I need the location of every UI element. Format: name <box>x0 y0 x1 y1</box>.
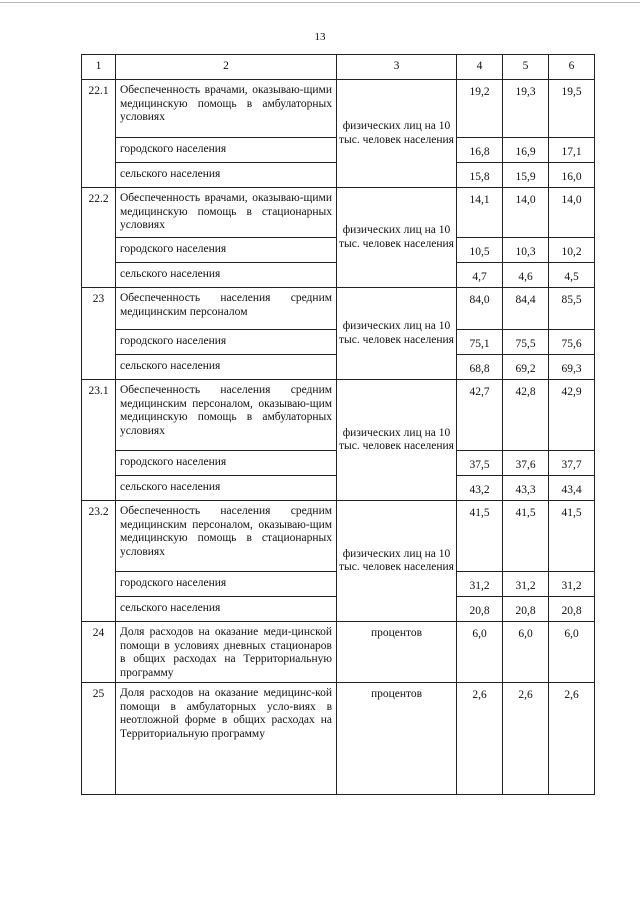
value-6: 69,3 <box>549 355 595 380</box>
indicator-name: Обеспеченность населения средним медицинским персоналом <box>116 288 337 330</box>
table-body <box>82 55 595 795</box>
value-4: 75,1 <box>457 330 503 355</box>
value-6: 14,0 <box>549 188 595 238</box>
unit-cell: физических лиц на 10 тыс. человек населения <box>337 380 457 501</box>
unit-cell: физических лиц на 10 тыс. человек населения <box>337 288 457 380</box>
table-row <box>82 501 595 572</box>
value-6: 17,1 <box>549 138 595 163</box>
value-4: 84,0 <box>457 288 503 330</box>
row-number: 23.1 <box>82 380 116 501</box>
value-5: 31,2 <box>503 572 549 597</box>
value-6: 6,0 <box>549 622 595 683</box>
value-4: 68,8 <box>457 355 503 380</box>
indicator-name: городского населения <box>116 238 337 263</box>
row-number: 23 <box>82 288 116 380</box>
value-5: 16,9 <box>503 138 549 163</box>
value-6: 41,5 <box>549 501 595 572</box>
indicator-name: городского населения <box>116 572 337 597</box>
unit-cell: процентов <box>337 622 457 683</box>
value-4: 4,7 <box>457 263 503 288</box>
unit-cell: физических лиц на 10 тыс. человек населения <box>337 501 457 622</box>
value-4: 10,5 <box>457 238 503 263</box>
value-5: 19,3 <box>503 80 549 138</box>
row-number: 22.1 <box>82 80 116 188</box>
value-5: 84,4 <box>503 288 549 330</box>
row-number: 23.2 <box>82 501 116 622</box>
row-number: 25 <box>82 683 116 795</box>
table-row <box>82 288 595 330</box>
value-4: 31,2 <box>457 572 503 597</box>
value-6: 2,6 <box>549 683 595 795</box>
col-header-2: 2 <box>116 55 337 80</box>
value-6: 75,6 <box>549 330 595 355</box>
value-4: 19,2 <box>457 80 503 138</box>
value-4: 14,1 <box>457 188 503 238</box>
page-number: 13 <box>314 31 326 43</box>
indicator-name: Обеспеченность врачами, оказываю-щими медицинскую помощь в стационарных условиях <box>116 188 337 238</box>
value-6: 10,2 <box>549 238 595 263</box>
value-6: 19,5 <box>549 80 595 138</box>
col-header-6: 6 <box>549 55 595 80</box>
value-5: 75,5 <box>503 330 549 355</box>
value-5: 4,6 <box>503 263 549 288</box>
value-5: 15,9 <box>503 163 549 188</box>
value-4: 42,7 <box>457 380 503 451</box>
indicators-table <box>81 54 595 795</box>
value-6: 16,0 <box>549 163 595 188</box>
indicator-name: городского населения <box>116 451 337 476</box>
table-row <box>82 683 595 795</box>
value-4: 37,5 <box>457 451 503 476</box>
value-5: 41,5 <box>503 501 549 572</box>
unit-cell: процентов <box>337 683 457 795</box>
col-header-3: 3 <box>337 55 457 80</box>
table-row <box>82 80 595 138</box>
value-6: 43,4 <box>549 476 595 501</box>
value-6: 42,9 <box>549 380 595 451</box>
value-5: 69,2 <box>503 355 549 380</box>
indicator-name: Обеспеченность врачами, оказываю-щими медицинскую помощь в амбулаторных условиях <box>116 80 337 138</box>
top-rule <box>0 2 640 3</box>
table-row <box>82 188 595 238</box>
value-5: 42,8 <box>503 380 549 451</box>
unit-cell: физических лиц на 10 тыс. человек населения <box>337 80 457 188</box>
unit-cell: физических лиц на 10 тыс. человек населения <box>337 188 457 288</box>
indicator-name: Обеспеченность населения средним медицинским персоналом, оказываю-щим медицинскую помощь в стационарных условиях <box>116 501 337 572</box>
indicator-name: городского населения <box>116 330 337 355</box>
value-6: 31,2 <box>549 572 595 597</box>
value-5: 2,6 <box>503 683 549 795</box>
value-5: 20,8 <box>503 597 549 622</box>
indicator-name: сельского населения <box>116 163 337 188</box>
indicator-name: городского населения <box>116 138 337 163</box>
value-6: 20,8 <box>549 597 595 622</box>
row-number: 24 <box>82 622 116 683</box>
col-header-1: 1 <box>82 55 116 80</box>
value-5: 14,0 <box>503 188 549 238</box>
value-4: 16,8 <box>457 138 503 163</box>
indicator-name: сельского населения <box>116 476 337 501</box>
value-4: 20,8 <box>457 597 503 622</box>
value-5: 37,6 <box>503 451 549 476</box>
indicator-name: Доля расходов на оказание меди-цинской помощи в условиях дневных стационаров в общих расходах на Территориальную программу <box>116 622 337 683</box>
value-4: 2,6 <box>457 683 503 795</box>
table-row <box>82 380 595 451</box>
value-6: 85,5 <box>549 288 595 330</box>
header-row <box>82 55 595 80</box>
indicator-name: Обеспеченность населения средним медицинским персоналом, оказываю-щим медицинскую помощь в амбулаторных условиях <box>116 380 337 451</box>
value-6: 37,7 <box>549 451 595 476</box>
value-4: 43,2 <box>457 476 503 501</box>
value-5: 6,0 <box>503 622 549 683</box>
indicator-name: сельского населения <box>116 355 337 380</box>
indicator-name: сельского населения <box>116 597 337 622</box>
value-4: 41,5 <box>457 501 503 572</box>
indicator-name: сельского населения <box>116 263 337 288</box>
col-header-4: 4 <box>457 55 503 80</box>
col-header-5: 5 <box>503 55 549 80</box>
value-4: 6,0 <box>457 622 503 683</box>
value-5: 43,3 <box>503 476 549 501</box>
value-6: 4,5 <box>549 263 595 288</box>
indicator-name: Доля расходов на оказание медицинс-кой помощи в амбулаторных усло-виях в неотложной форме в общих расходах на Территориальную программу <box>116 683 337 795</box>
value-5: 10,3 <box>503 238 549 263</box>
row-number: 22.2 <box>82 188 116 288</box>
value-4: 15,8 <box>457 163 503 188</box>
table-row <box>82 622 595 683</box>
